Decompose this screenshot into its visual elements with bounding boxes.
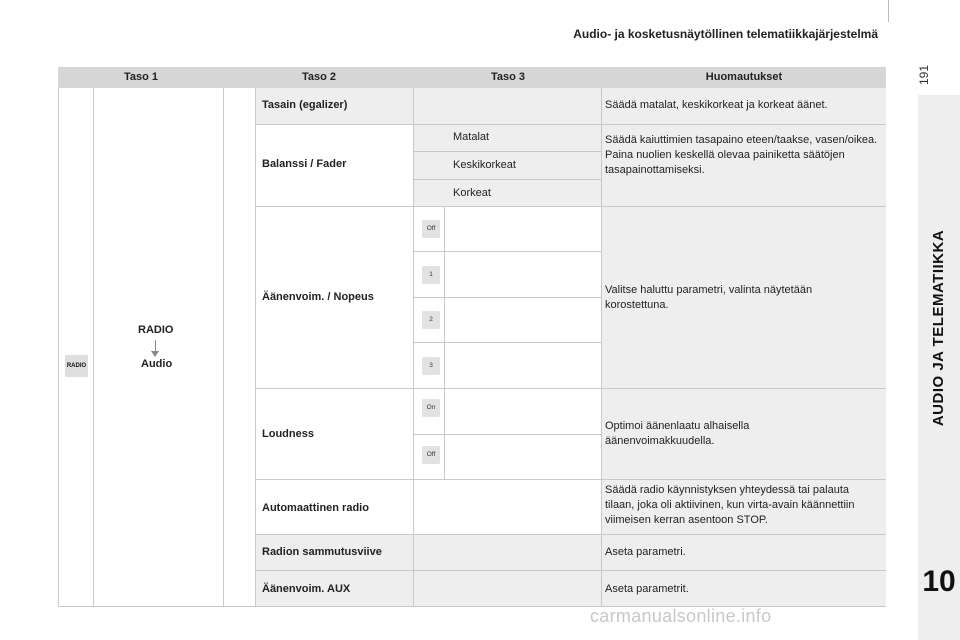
chapter-title: AUDIO JA TELEMATIIKKA	[930, 229, 947, 427]
column-header-level3: Taso 3	[414, 67, 603, 88]
settings-table	[58, 67, 886, 607]
option-value-box	[444, 343, 602, 389]
option-label: Korkeat	[453, 187, 491, 199]
option-value-box	[444, 298, 602, 343]
row-note-aux	[602, 571, 886, 607]
row-options-sammutusviive	[414, 535, 602, 571]
row-level3-balanssi	[256, 125, 414, 207]
chapter-number: 10	[922, 565, 956, 598]
row-note: Aseta parametrit.	[605, 583, 689, 595]
option-off-button[interactable]: Off	[422, 220, 440, 238]
row-options-aux	[414, 571, 602, 607]
column-header-notes: Huomautukset	[602, 67, 886, 88]
row-note: Aseta parametri.	[605, 546, 686, 558]
level2-title: RADIO	[138, 324, 174, 336]
row-label: Tasain (egalizer)	[262, 99, 348, 111]
option-on-button[interactable]: On	[422, 399, 440, 417]
option-1-button[interactable]: 1	[422, 266, 440, 284]
option-1-speed	[414, 252, 602, 298]
row-note: Säädä radio käynnistyksen yhteydessä tai palauta tilaan, joka oli aktiivinen, kun virta-avain käännettiin viimeisen kerran asentoon STOP.	[605, 484, 855, 526]
row-level3-automaattinen	[256, 480, 414, 535]
option-korkeat	[414, 180, 602, 207]
row-level3-loudness	[256, 389, 414, 480]
option-3-speed	[414, 343, 602, 389]
row-label: Äänenvoim. AUX	[262, 583, 351, 595]
column-header-level2: Taso 2	[224, 67, 415, 88]
row-label: Balanssi / Fader	[262, 158, 347, 170]
top-divider	[888, 0, 889, 22]
row-note: Säädä matalat, keskikorkeat ja korkeat äänet.	[605, 99, 828, 111]
row-note: Optimoi äänenlaatu alhaisella äänenvoimakkuudella.	[605, 420, 750, 447]
option-matalat	[414, 125, 602, 152]
option-3-button[interactable]: 3	[422, 357, 440, 375]
level1-cell	[58, 88, 94, 607]
row-note-balanssi	[602, 125, 886, 207]
row-options-automaattinen	[414, 480, 602, 535]
row-note: Valitse haluttu parametri, valinta näytetään korostettuna.	[605, 284, 813, 311]
row-note-aanenvoim	[602, 207, 886, 389]
option-label: Keskikorkeat	[453, 159, 516, 171]
row-level3-aanenvoim	[256, 207, 414, 389]
row-level3-aux	[256, 571, 414, 607]
option-value-box	[444, 389, 602, 435]
option-off-loudness	[414, 435, 602, 480]
row-note-loudness	[602, 389, 886, 480]
row-note-automaattinen	[602, 480, 886, 535]
option-label: Matalat	[453, 131, 490, 143]
row-label: Loudness	[262, 428, 314, 440]
option-keskikorkeat	[414, 152, 602, 180]
header-title: Audio- ja kosketusnäytöllinen telematiikkajärjestelmä	[573, 27, 878, 41]
level2-subtitle: Audio	[141, 358, 173, 370]
option-2-speed	[414, 298, 602, 343]
option-2-button[interactable]: 2	[422, 311, 440, 329]
row-note-tasain	[602, 88, 886, 125]
row-label: Radion sammutusviive	[262, 546, 382, 558]
row-level3-tasain	[256, 88, 414, 125]
row-note: Säädä kaiuttimien tasapaino eteen/taakse, vasen/oikea. Paina nuolien keskellä olevaa painiketta säätöjen tasapainottamiseksi.	[605, 134, 878, 176]
chapter-tab	[918, 95, 960, 640]
indent-column	[224, 88, 256, 607]
radio-icon: RADIO	[65, 355, 88, 377]
row-label: Automaattinen radio	[262, 502, 369, 514]
option-value-box	[444, 252, 602, 298]
option-value-box	[444, 207, 602, 252]
watermark: carmanualsonline.info	[590, 606, 772, 626]
option-value-box	[444, 435, 602, 480]
level2-arrowhead	[151, 351, 159, 357]
level2-cell	[94, 88, 224, 607]
row-label: Äänenvoim. / Nopeus	[262, 291, 374, 303]
page-number	[912, 60, 936, 90]
option-off-button[interactable]: Off	[422, 446, 440, 464]
row-note-sammutusviive	[602, 535, 886, 571]
column-header-level1: Taso 1	[58, 67, 225, 88]
row-level3-sammutusviive	[256, 535, 414, 571]
option-on-loudness	[414, 389, 602, 435]
row-options-tasain	[414, 88, 602, 125]
option-off-speed	[414, 207, 602, 252]
page-number-text: 191	[917, 64, 931, 86]
